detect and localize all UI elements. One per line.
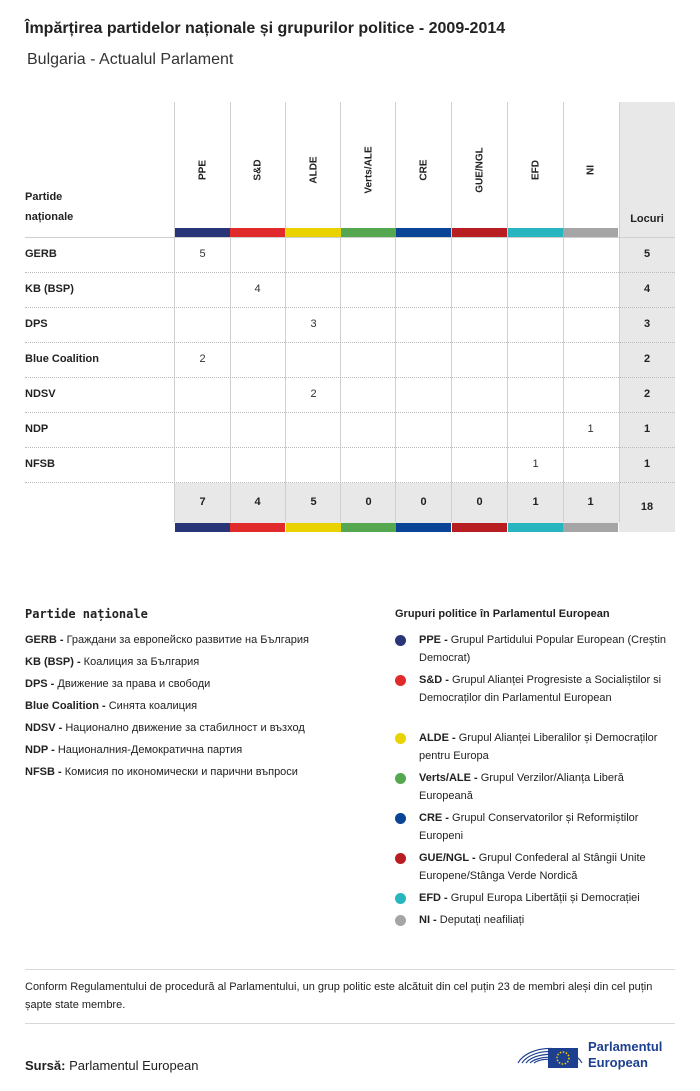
national-party-legend-item: GERB - Граждани за европейско развитие на България — [25, 634, 309, 646]
group-full-name: Grupul Verzilor/Alianța Liberă Europeană — [419, 772, 624, 802]
group-abbr: NI — [419, 914, 430, 926]
row-divider — [25, 447, 675, 448]
group-header-label: CRE — [418, 159, 429, 181]
group-full-name: Grupul Alianței Progresiste a Socialiștilor si Democraților din Parlamentul European — [419, 674, 662, 704]
group-description: EFD - Grupul Europa Libertății și Democrației — [419, 892, 640, 904]
row-divider — [25, 482, 675, 483]
group-abbr: S&D — [419, 674, 443, 686]
group-total: 5 — [310, 496, 317, 508]
group-color-dot-icon — [395, 813, 406, 824]
group-color-dot-icon — [395, 915, 406, 926]
group-header-label: S&D — [252, 159, 263, 181]
national-party-legend-item: DPS - Движение за права и свободи — [25, 678, 211, 690]
group-color-bar-top — [508, 228, 563, 237]
page-title: Împărțirea partidelor naționale și grupurilor politice - 2009-2014 — [25, 20, 506, 37]
party-abbr: Blue Coalition — [25, 700, 99, 712]
page-subtitle: Bulgaria - Actualul Parlament — [27, 51, 234, 68]
group-header-label: ALDE — [308, 156, 319, 184]
group-color-bar-bottom — [452, 523, 507, 532]
row-total-seats: 1 — [643, 458, 651, 470]
row-divider — [25, 412, 675, 413]
group-color-bar-top — [341, 228, 396, 237]
group-abbr: ALDE — [419, 732, 449, 744]
group-description: PPE - Grupul Partidului Popular European (Creștin Democrat) — [419, 634, 667, 664]
group-header-0 — [175, 120, 230, 220]
group-header-7 — [563, 120, 618, 220]
seat-count: 1 — [587, 423, 594, 435]
party-name: Blue Coalition — [25, 353, 99, 365]
group-full-name: Grupul Europa Libertății și Democrației — [450, 892, 640, 904]
group-full-name: Grupul Alianței Liberalilor și Democraților pentru Europa — [419, 732, 658, 762]
national-party-legend-item: NDSV - Национално движение за стабилност и възход — [25, 722, 305, 734]
group-color-bar-top — [452, 228, 507, 237]
group-total: 0 — [476, 496, 483, 508]
party-full-name: Коалиция за България — [83, 656, 200, 668]
group-color-bar-bottom — [341, 523, 396, 532]
group-color-bar-top — [175, 228, 230, 237]
row-total-seats: 2 — [643, 388, 651, 400]
seat-count: 2 — [310, 388, 317, 400]
group-color-bar-bottom — [230, 523, 285, 532]
group-header-5 — [452, 120, 507, 220]
group-color-dot-icon — [395, 893, 406, 904]
group-header-1 — [230, 120, 285, 220]
party-name: NDSV — [25, 388, 56, 400]
group-description: Verts/ALE - Grupul Verzilor/Alianța Liberă Europeană — [419, 772, 624, 802]
group-header-3 — [341, 120, 396, 220]
divider — [25, 1023, 675, 1024]
group-header-2 — [286, 120, 341, 220]
party-full-name: Граждани за европейско развитие на България — [66, 634, 309, 646]
group-description: CRE - Grupul Conservatorilor și Reformiștilor Europeni — [419, 812, 639, 842]
party-name: GERB — [25, 248, 57, 260]
party-abbr: NDP — [25, 744, 49, 756]
group-legend-title: Grupuri politice în Parlamentul European — [395, 608, 610, 620]
national-legend-title: Partide naționale — [25, 607, 148, 621]
national-party-legend-item: NDP - Националния-Демократична партия — [25, 744, 243, 756]
source — [25, 1058, 198, 1073]
party-abbr: DPS — [25, 678, 48, 690]
row-divider — [25, 377, 675, 378]
group-full-name: Deputați neafiliați — [439, 914, 525, 926]
row-divider — [25, 307, 675, 308]
group-color-bar-bottom — [175, 523, 230, 532]
seat-count: 3 — [310, 318, 317, 330]
group-description: NI - Deputați neafiliați — [419, 914, 525, 926]
group-color-dot-icon — [395, 635, 406, 646]
group-full-name: Grupul Confederal al Stângii Unite Europene/Stânga Verde Nordică — [419, 852, 646, 882]
party-abbr: KB (BSP) — [25, 656, 74, 668]
group-total: 0 — [365, 496, 372, 508]
group-abbr: Verts/ALE — [419, 772, 471, 784]
source-value: Parlamentul European — [69, 1058, 199, 1073]
footnote: Conform Regulamentului de procedură al Parlamentului, un grup politic este alcătuit din cel puțin 23 de membri aleși din cel puțin șapte state membre. — [25, 981, 653, 1011]
group-total: 1 — [532, 496, 539, 508]
group-full-name: Grupul Conservatorilor și Reformiștilor Europeni — [419, 812, 639, 842]
group-abbr: GUE/NGL — [419, 852, 469, 864]
group-total: 7 — [199, 496, 206, 508]
row-total-seats: 1 — [643, 423, 651, 435]
row-total-seats: 5 — [643, 248, 651, 260]
group-description: ALDE - Grupul Alianței Liberalilor și Democraților pentru Europa — [419, 732, 658, 762]
group-color-dot-icon — [395, 773, 406, 784]
party-name: NFSB — [25, 458, 55, 470]
seat-count: 5 — [199, 248, 206, 260]
row-total-seats: 3 — [643, 318, 651, 330]
national-party-legend-item: NFSB - Комисия по икономически и парични въпроси — [25, 766, 298, 778]
grand-total: 18 — [640, 501, 654, 513]
group-total: 4 — [254, 496, 261, 508]
seats-header: Locuri — [630, 213, 664, 225]
group-color-bar-top — [563, 228, 618, 237]
logo-line1: Parlamentul — [588, 1039, 663, 1054]
group-color-bar-top — [230, 228, 285, 237]
group-color-dot-icon — [395, 733, 406, 744]
group-header-label: GUE/NGL — [474, 147, 485, 193]
party-full-name: Движение за права и свободи — [57, 678, 211, 690]
party-full-name: Националния-Демократична партия — [57, 744, 243, 756]
group-total: 0 — [420, 496, 427, 508]
group-header-label: EFD — [530, 160, 541, 180]
group-header-label: Verts/ALE — [363, 146, 374, 194]
row-total-seats: 4 — [643, 283, 651, 295]
seat-count: 1 — [532, 458, 539, 470]
seat-count: 2 — [199, 353, 206, 365]
national-party-legend-item: KB (BSP) - Коалиция за България — [25, 656, 200, 668]
logo-line2: European — [588, 1055, 648, 1070]
divider — [25, 969, 675, 970]
group-color-bar-bottom — [563, 523, 618, 532]
group-abbr: PPE — [419, 634, 442, 646]
group-color-bar-top — [396, 228, 451, 237]
group-description: GUE/NGL - Grupul Confederal al Stângii Unite Europene/Stânga Verde Nordică — [419, 852, 646, 882]
row-divider — [25, 342, 675, 343]
group-header-4 — [396, 120, 451, 220]
group-abbr: EFD — [419, 892, 441, 904]
source-label: Sursă: — [25, 1058, 66, 1073]
party-abbr: NDSV — [25, 722, 56, 734]
party-name: KB (BSP) — [25, 283, 74, 295]
party-full-name: Синята коалиция — [108, 700, 198, 712]
seat-count: 4 — [254, 283, 261, 295]
logo-text — [588, 1039, 662, 1071]
party-abbr: GERB — [25, 634, 57, 646]
group-header-label: PPE — [197, 159, 208, 181]
group-color-dot-icon — [395, 853, 406, 864]
group-abbr: CRE — [419, 812, 443, 824]
party-name: DPS — [25, 318, 48, 330]
party-abbr: NFSB — [25, 766, 55, 778]
group-header-label: NI — [585, 165, 596, 175]
group-color-dot-icon — [395, 675, 406, 686]
group-total: 1 — [587, 496, 594, 508]
group-color-bar-top — [286, 228, 341, 237]
seat-distribution-table — [0, 0, 700, 540]
group-color-bar-bottom — [508, 523, 563, 532]
group-full-name: Grupul Partidului Popular European (Creștin Democrat) — [419, 634, 667, 664]
group-color-bar-bottom — [286, 523, 341, 532]
group-header-6 — [508, 120, 563, 220]
row-total-seats: 2 — [643, 353, 651, 365]
row-header: Partide naționale — [25, 191, 74, 223]
party-full-name: Комисия по икономически и парични въпроси — [64, 766, 298, 778]
party-full-name: Национално движение за стабилност и възход — [65, 722, 305, 734]
row-divider — [25, 272, 675, 273]
group-description: S&D - Grupul Alianței Progresiste a Socialiștilor si Democraților din Parlamentul European — [419, 674, 662, 704]
national-party-legend-item: Blue Coalition - Синята коалиция — [25, 700, 198, 712]
party-name: NDP — [25, 423, 49, 435]
header-rule — [25, 237, 675, 238]
group-color-bar-bottom — [396, 523, 451, 532]
